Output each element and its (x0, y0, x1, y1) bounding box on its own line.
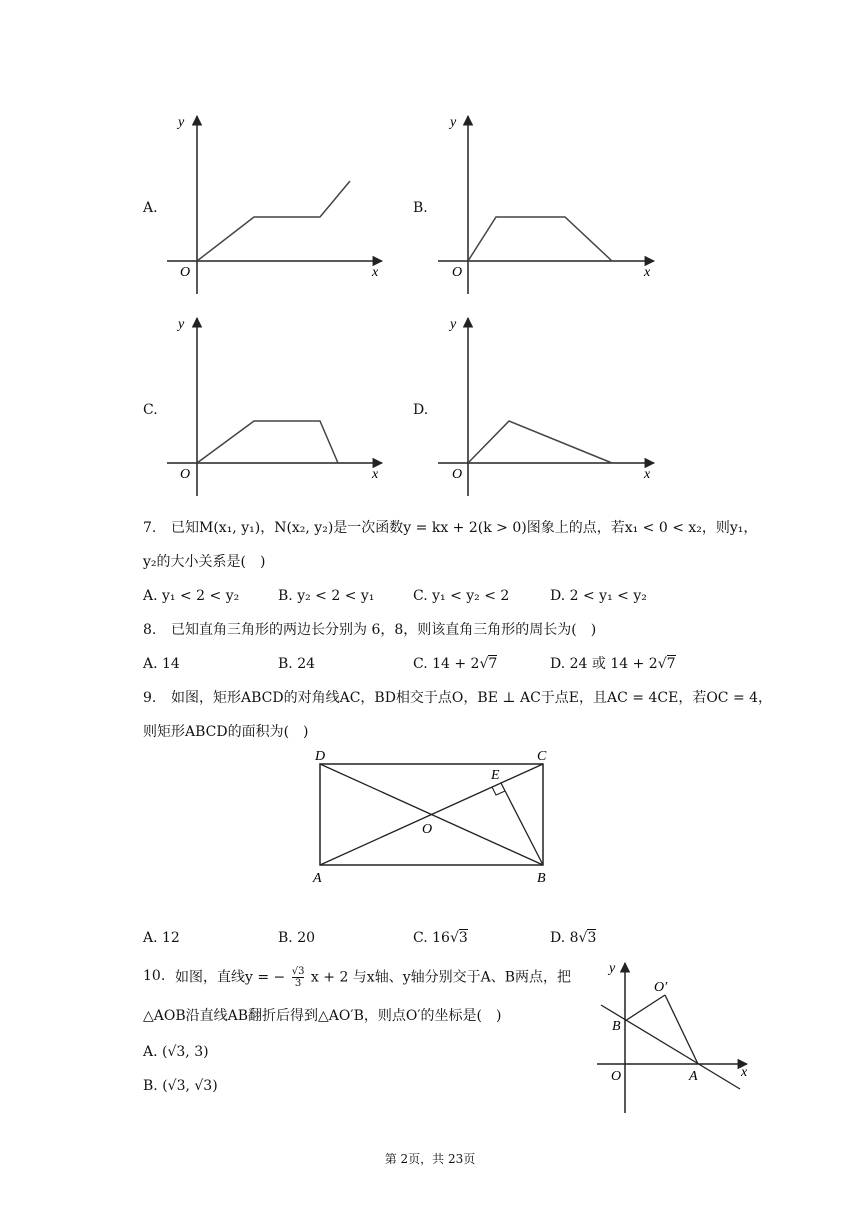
origin-label: O (452, 467, 463, 482)
question-10-number: 10. (143, 968, 166, 984)
option-d-text: D. 8 (550, 930, 579, 946)
origin-label: O (452, 265, 463, 280)
question-7-option-a: A. y₁ < 2 < y₂ (143, 588, 240, 604)
fraction-denominator: 3 (294, 978, 302, 989)
graph-option-c (160, 310, 390, 500)
option-a-label: A. (143, 200, 158, 216)
segment-be (501, 783, 543, 865)
origin-label: O (180, 467, 191, 482)
option-c-label: C. (143, 402, 158, 418)
question-10-option-b: B. (√3, √3) (143, 1078, 218, 1094)
label-o-prime: O′ (654, 980, 668, 995)
label-d: D (315, 749, 326, 764)
page-footer: 第 2页，共 23页 (384, 1152, 476, 1166)
question-7-number: 7. (143, 520, 157, 536)
radicand: 3 (458, 930, 468, 946)
graph-option-a (160, 108, 390, 298)
label-o: O (422, 822, 433, 837)
fold-figure (595, 955, 755, 1117)
x-axis-label: x (644, 467, 651, 482)
question-7-stem-line2: y₂的大小关系是( ) (143, 554, 266, 570)
sqrt-sign: √ (578, 930, 588, 946)
rectangle-figure (305, 742, 565, 892)
radicand: 7 (488, 656, 498, 672)
graph-option-b (432, 108, 662, 298)
y-axis-label: y (450, 317, 457, 332)
graph-option-d (432, 310, 662, 500)
question-10-stem-line1 (175, 966, 571, 989)
question-9-stem-line1: 如图，矩形ABCD的对角线AC，BD相交于点O，BE ⊥ AC于点E，且AC = 4CE，若OC = 4， (171, 690, 773, 706)
stem-part-2: x + 2 与x轴、y轴分别交于A、B两点，把 (310, 969, 572, 986)
label-b: B (537, 871, 546, 886)
y-axis-label: y (609, 961, 616, 976)
sqrt-sign: √ (449, 930, 459, 946)
question-9-number: 9. (143, 690, 157, 706)
question-7-stem-line1: 已知M(x₁, y₁)，N(x₂, y₂)是一次函数y = kx + 2(k > 0)图象上的点，若x₁ < 0 < x₂，则y₁， (171, 520, 758, 536)
function-line (197, 181, 350, 261)
question-9-option-d (550, 928, 596, 948)
option-d-text: D. 24 或 14 + 2 (550, 656, 658, 672)
option-d-label: D. (413, 402, 429, 418)
label-c: C (537, 749, 547, 764)
x-axis-label: x (644, 265, 651, 280)
question-8-stem: 已知直角三角形的两边长分别为 6，8，则该直角三角形的周长为( ) (171, 622, 597, 638)
radicand: 7 (666, 656, 676, 672)
label-o: O (611, 1069, 622, 1084)
question-7-option-b: B. y₂ < 2 < y₁ (278, 588, 375, 604)
function-line (468, 421, 612, 463)
fraction-numerator: √3 (291, 966, 305, 977)
x-axis-label: x (741, 1065, 748, 1080)
y-axis-label: y (178, 115, 185, 130)
label-a: A (689, 1069, 698, 1084)
question-7-option-c: C. y₁ < y₂ < 2 (413, 588, 510, 604)
question-9-option-b: B. 20 (278, 930, 316, 946)
question-9-stem-line2: 则矩形ABCD的面积为( ) (143, 724, 309, 740)
label-e: E (491, 768, 500, 783)
segment-bo-prime (625, 995, 665, 1021)
origin-label: O (180, 265, 191, 280)
function-line (197, 421, 338, 463)
question-8-number: 8. (143, 622, 157, 638)
question-10-option-a: A. (√3, 3) (143, 1044, 209, 1060)
question-9-option-a: A. 12 (143, 930, 180, 946)
question-10-stem-line2: △AOB沿直线AB翻折后得到△AO′B，则点O′的坐标是( ) (143, 1008, 502, 1024)
function-line (468, 217, 612, 261)
option-b-label: B. (413, 200, 428, 216)
y-axis-label: y (178, 317, 185, 332)
option-c-text: C. 14 + 2 (413, 656, 480, 672)
line-ab (601, 1005, 740, 1089)
label-b: B (612, 1019, 621, 1034)
question-8-option-a: A. 14 (143, 656, 180, 672)
label-a: A (313, 871, 322, 886)
sqrt-sign: √ (657, 656, 667, 672)
question-8-option-d (550, 654, 676, 674)
x-axis-label: x (372, 467, 379, 482)
radicand: 3 (587, 930, 597, 946)
x-axis-label: x (372, 265, 379, 280)
question-9-option-c (413, 928, 468, 948)
option-c-text: C. 16 (413, 930, 450, 946)
fraction (292, 966, 305, 989)
question-8-option-c (413, 654, 497, 674)
y-axis-label: y (450, 115, 457, 130)
stem-part-1: 如图，直线y = − (175, 969, 286, 986)
question-8-option-b: B. 24 (278, 656, 316, 672)
question-7-option-d: D. 2 < y₁ < y₂ (550, 588, 647, 604)
sqrt-sign: √ (479, 656, 489, 672)
